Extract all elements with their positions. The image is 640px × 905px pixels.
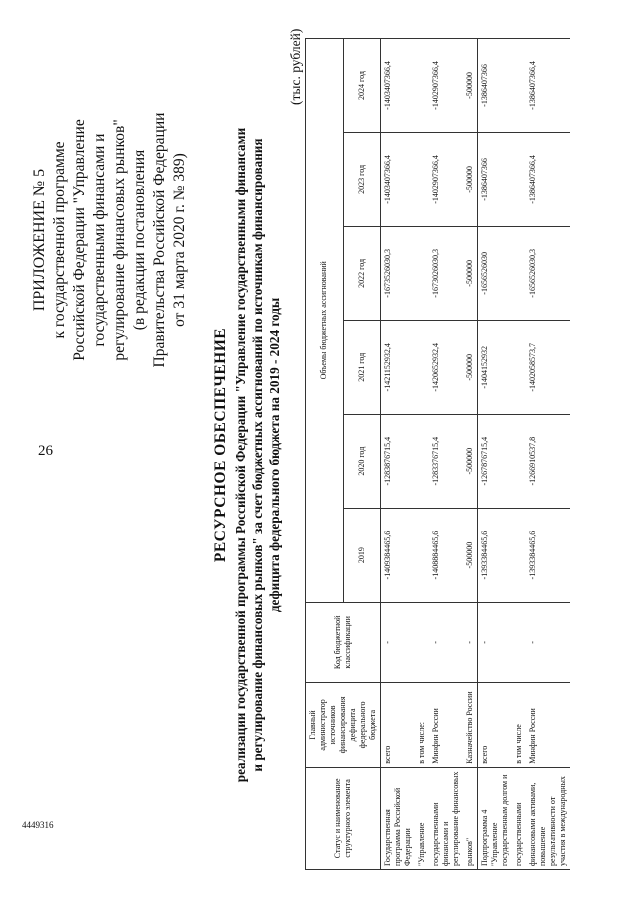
row-value-cell: [512, 414, 526, 508]
appendix-line: государственными финансами и: [91, 133, 108, 347]
header-volumes: Объемы бюджетных ассигнований: [306, 39, 344, 603]
document-subtitle: [232, 45, 283, 865]
row-code-cell: [512, 602, 526, 683]
header-year: 2022 год: [343, 226, 381, 320]
appendix-header: [30, 70, 190, 410]
row-value-cell: -1420652932,4: [429, 320, 463, 414]
row-value-cell: [415, 414, 429, 508]
appendix-line: от 31 марта 2020 г. № 389): [171, 153, 188, 327]
row-value-cell: -1402907366,4: [429, 132, 463, 226]
header-status: Статус и наименование структурного элемента: [306, 767, 381, 869]
header-admin: Главный администратор источников финансирования дефицита федерального бюджета: [306, 683, 381, 768]
row-value-cell: [415, 226, 429, 320]
row-value-cell: -1386407366,4: [526, 132, 570, 226]
row-value-cell: -1266910537,8: [526, 414, 570, 508]
appendix-line: Российской Федерации "Управление: [71, 119, 88, 361]
row-admin-cell: всего: [381, 683, 416, 768]
row-code-cell: -: [429, 602, 463, 683]
row-value-cell: -1403407366,4: [381, 39, 416, 133]
row-admin-cell: Минфин России: [429, 683, 463, 768]
row-value-cell: -500000: [463, 414, 478, 508]
row-value-cell: -500000: [463, 508, 478, 602]
header-year: 2024 год: [343, 39, 381, 133]
row-value-cell: -1283376715,4: [429, 414, 463, 508]
row-value-cell: -1393384465,6: [526, 508, 570, 602]
appendix-line: Правительства Российской Федерации: [151, 112, 168, 368]
header-year: 2020 год: [343, 414, 381, 508]
row-status-cell: Государственная программа Российской Федерации: [381, 767, 416, 869]
page-number: 26: [38, 443, 53, 459]
table-row: [381, 39, 416, 870]
row-status-cell: финансовыми активами, повышение результативности от участия в международных: [526, 767, 570, 869]
table-row: [463, 39, 478, 870]
header-code: Код бюджетной классификации: [306, 602, 381, 683]
table-body: [381, 39, 571, 870]
row-value-cell: -1283876715,4: [381, 414, 416, 508]
subtitle-line: реализации государственной программы Российской Федерации "Управление государственными финансами: [233, 127, 248, 783]
row-value-cell: -1673026030,3: [429, 226, 463, 320]
document-title: РЕСУРСНОЕ ОБЕСПЕЧЕНИЕ: [212, 327, 229, 563]
row-value-cell: -1409384465,6: [381, 508, 416, 602]
units-note: (тыс. рублей): [288, 28, 303, 105]
table-row: [526, 39, 570, 870]
row-value-cell: -1673526030,3: [381, 226, 416, 320]
row-value-cell: -1656526030: [478, 226, 513, 320]
row-admin-cell: всего: [478, 683, 513, 768]
row-value-cell: -1386407366,4: [526, 39, 570, 133]
header-year: 2021 год: [343, 320, 381, 414]
row-value-cell: -500000: [463, 132, 478, 226]
row-value-cell: [415, 508, 429, 602]
table-row: [415, 39, 429, 870]
row-admin-cell: в том числе:: [415, 683, 429, 768]
header-year: 2023 год: [343, 132, 381, 226]
row-value-cell: -1421152932,4: [381, 320, 416, 414]
row-value-cell: -1402058573,7: [526, 320, 570, 414]
row-value-cell: [512, 320, 526, 414]
row-value-cell: -1393384465,6: [478, 508, 513, 602]
row-value-cell: -1408884465,6: [429, 508, 463, 602]
row-value-cell: [512, 226, 526, 320]
row-value-cell: [512, 132, 526, 226]
appendix-line: к государственной программе: [51, 141, 68, 339]
row-code-cell: -: [526, 602, 570, 683]
row-value-cell: [512, 508, 526, 602]
row-value-cell: -1403407366,4: [381, 132, 416, 226]
row-value-cell: -1267876715,4: [478, 414, 513, 508]
row-admin-cell: Минфин России: [526, 683, 570, 768]
row-value-cell: -500000: [463, 39, 478, 133]
row-status-cell: государственными финансами и регулирование финансовых: [429, 767, 463, 869]
row-status-cell: государственными: [512, 767, 526, 869]
row-code-cell: [415, 602, 429, 683]
row-status-cell: "Управление: [415, 767, 429, 869]
row-value-cell: -1402907366,4: [429, 39, 463, 133]
row-value-cell: -1656526030,3: [526, 226, 570, 320]
row-value-cell: -1386407366: [478, 132, 513, 226]
row-value-cell: -1386407366: [478, 39, 513, 133]
table-row: [429, 39, 463, 870]
row-value-cell: -1404152932: [478, 320, 513, 414]
subtitle-line: и регулирование финансовых рынков" за счет бюджетных ассигнований по источникам финансирования: [250, 138, 265, 772]
table-row: [512, 39, 526, 870]
resource-table: [305, 38, 570, 870]
row-code-cell: -: [463, 602, 478, 683]
row-code-cell: -: [381, 602, 416, 683]
row-value-cell: [512, 39, 526, 133]
row-status-cell: рынков": [463, 767, 478, 869]
table-row: [478, 39, 513, 870]
document-id: 4449316: [22, 820, 54, 830]
row-value-cell: [415, 39, 429, 133]
appendix-line: регулирование финансовых рынков": [111, 119, 128, 361]
row-value-cell: [415, 132, 429, 226]
row-code-cell: -: [478, 602, 513, 683]
row-admin-cell: в том числе: [512, 683, 526, 768]
subtitle-line: дефицита федерального бюджета на 2019 - 2024 годы: [267, 297, 282, 613]
appendix-line: (в редакции постановления: [131, 149, 148, 331]
row-value-cell: -500000: [463, 226, 478, 320]
row-value-cell: [415, 320, 429, 414]
row-value-cell: -500000: [463, 320, 478, 414]
appendix-number: ПРИЛОЖЕНИЕ № 5: [31, 168, 48, 312]
row-status-cell: Подпрограмма 4 "Управление государственным долгом и: [478, 767, 513, 869]
row-admin-cell: Казначейство России: [463, 683, 478, 768]
header-year: 2019: [343, 508, 381, 602]
